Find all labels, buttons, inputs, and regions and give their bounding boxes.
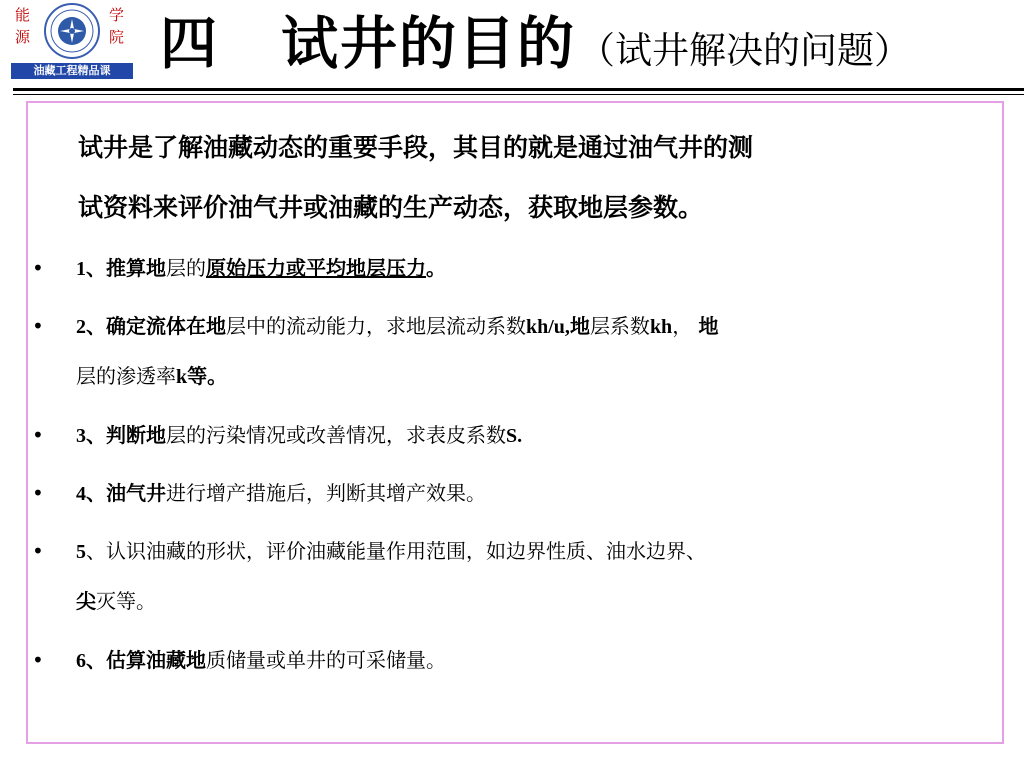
item-mid-normal: 层系数: [589, 314, 650, 338]
item-line2-bold: 尖: [76, 589, 96, 613]
university-emblem-icon: [43, 2, 101, 60]
item-text: [76, 244, 986, 294]
item-normal-text: 认识油藏的形状，评价油藏能量作用范围，如边界性质、油水边界、: [106, 539, 706, 563]
slide-title: [160, 4, 911, 84]
title-rule-thin: [13, 94, 1024, 95]
item-normal-text: 质储量或单井的可采储量。: [206, 648, 446, 672]
logo-char-2: 源: [15, 28, 31, 46]
item-number: 3: [76, 425, 86, 447]
bullet: •: [32, 256, 44, 280]
item-separator: 、: [86, 423, 106, 447]
title-rule-thick: [13, 88, 1024, 91]
formula-kh-u: kh/u,: [526, 316, 570, 338]
item-normal-text: 层的污染情况或改善情况，求表皮系数: [166, 423, 506, 447]
item-normal-text: 进行增产措施后，判断其增产效果。: [166, 481, 486, 505]
logo-char-3: 学: [109, 6, 125, 24]
title-section-number: 四: [160, 11, 219, 77]
item-text: [76, 636, 986, 686]
item-text: [76, 411, 986, 461]
institute-logo: [11, 2, 133, 78]
item-separator: 、: [86, 539, 106, 563]
bullet: •: [32, 423, 44, 447]
item-line2-normal: 灭等。: [96, 589, 156, 613]
item-bold-lead: 推算地: [106, 256, 166, 280]
item-separator: 、: [86, 481, 106, 505]
item-text: [76, 527, 986, 626]
item-separator: 、: [86, 648, 106, 672]
intro-line-2: 试资料来评价油气井或油藏的生产动态，获取地层参数。: [78, 193, 704, 222]
item-bold-lead: 估算油藏地: [106, 648, 206, 672]
item-line2-normal: 层的渗透率: [76, 364, 176, 388]
item-bold-lead: 判断地: [106, 423, 166, 447]
intro-line-1: 试井是了解油藏动态的重要手段，其目的就是通过油气井的测: [78, 133, 754, 162]
item-normal-text: 层的: [166, 256, 206, 280]
item-underlined-text: 原始压力或平均地层压力: [206, 256, 426, 280]
item-end-bold: 地: [698, 314, 719, 338]
bullet: •: [32, 648, 44, 672]
title-subtitle: （试井解决的问题）: [578, 29, 911, 72]
title-main: 试井的目的: [281, 11, 576, 77]
logo-char-4: 院: [109, 28, 125, 46]
bullet: •: [32, 539, 44, 563]
bullet: •: [32, 481, 44, 505]
logo-char-1: 能: [15, 6, 31, 24]
item-number: 5: [76, 541, 86, 563]
item-text: [76, 469, 986, 519]
item-tail: 。: [426, 256, 446, 280]
item-mid-bold: 地: [569, 314, 590, 338]
item-bold-lead: 油气井: [106, 481, 166, 505]
item-separator: 、: [86, 256, 106, 280]
logo-banner: 油藏工程精品课: [11, 63, 133, 79]
intro-paragraph: [78, 118, 998, 238]
item-number: 6: [76, 650, 86, 672]
item-separator: 、: [86, 314, 106, 338]
formula-k: k: [176, 366, 188, 388]
formula-s: S.: [506, 425, 523, 447]
item-number: 1: [76, 258, 86, 280]
item-line2-tail: 等。: [187, 364, 228, 388]
item-normal-text: 层中的流动能力，求地层流动系数: [226, 314, 526, 338]
item-number: 2: [76, 316, 86, 338]
item-text: [76, 302, 986, 402]
item-comma: ，: [672, 314, 693, 338]
item-number: 4: [76, 483, 86, 505]
formula-kh: kh: [649, 316, 673, 338]
item-bold-lead: 确定流体在地: [106, 314, 226, 338]
bullet: •: [32, 314, 44, 338]
